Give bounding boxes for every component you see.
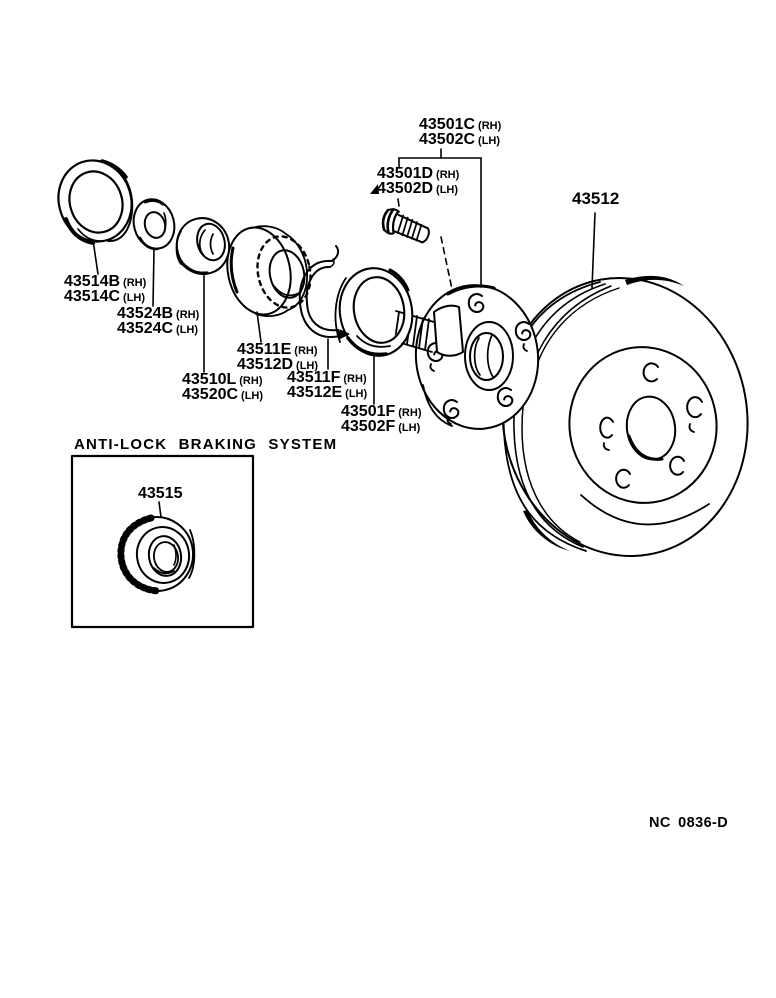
label-row [182,388,263,403]
side-tag: (RH) [123,277,147,289]
hub-neck [434,306,463,356]
part-number: 43501D [377,165,434,182]
part-number: 43502D [377,180,434,197]
side-tag: (LH) [345,388,368,400]
part-inner-bearing-drawing [220,222,317,321]
part-number: 43512E [287,384,343,401]
leader-seal [153,249,154,306]
abs-section-title: ANTI-LOCK BRAKING SYSTEM [74,436,338,453]
label-abs-rotor: 43515 [138,485,183,502]
side-tag: (LH) [436,184,459,196]
part-number: 43512D [237,356,294,373]
side-tag: (LH) [176,324,199,336]
side-tag: (LH) [296,360,319,372]
side-tag: (RH) [398,407,422,419]
leader-abs-rotor [159,502,161,517]
part-number: 43524C [117,320,174,337]
part-number: 43520C [182,386,239,403]
label-hub-bolt [377,167,459,197]
side-tag: (LH) [398,422,421,434]
part-outer-bearing-drawing [333,262,419,361]
leader-bolt-to-hub-dashed [441,237,452,289]
part-dust-cover-drawing [48,151,142,251]
side-tag: (RH) [239,375,263,387]
label-dust-cover [64,275,146,305]
label-seal [117,307,199,337]
part-abs-rotor-drawing [115,511,199,596]
part-number: 43502F [341,418,396,435]
part-number: 43511E [237,341,292,358]
part-number: 43514C [64,288,121,305]
part-number: 43501C [419,116,476,133]
side-tag: (LH) [478,135,501,147]
label-row [419,133,501,148]
side-tag: (LH) [123,292,146,304]
part-hub-bolt-drawing [380,207,432,243]
side-tag: (RH) [343,373,367,385]
label-rotor [572,189,620,208]
part-number: 43501F [341,403,396,420]
part-number: 43511F [287,369,341,386]
part-number: 43502C [419,131,476,148]
label-row [287,386,367,401]
label-row [64,290,146,305]
leader-rotor [592,213,595,288]
label-snap-ring [287,371,367,401]
side-tag: (RH) [294,345,318,357]
leader-hub-bolt [398,199,399,206]
part-number: 43524B [117,305,174,322]
side-tag: (RH) [478,120,502,132]
label-row [341,420,421,435]
side-tag: (LH) [241,390,264,402]
side-tag: (RH) [436,169,460,181]
part-number: 43512 [572,189,620,208]
label-hub-sub [182,373,263,403]
label-row [377,182,459,197]
leader-dust-cover [93,240,98,274]
label-row [117,322,199,337]
label-row [572,189,620,208]
part-number: 43514B [64,273,121,290]
part-hub-drawing [409,279,545,435]
part-number: 43510L [182,371,237,388]
drawing-code: NC 0836-D [649,815,729,831]
part-seal-drawing [128,195,180,254]
label-outer-bearing [341,405,421,435]
side-tag: (RH) [176,309,200,321]
leader-inner-bearing [257,312,261,342]
part-rotor-drawing [481,258,770,575]
label-hub [419,118,501,148]
part-bearing-cone-drawing [171,212,236,280]
abs-box [72,456,253,627]
